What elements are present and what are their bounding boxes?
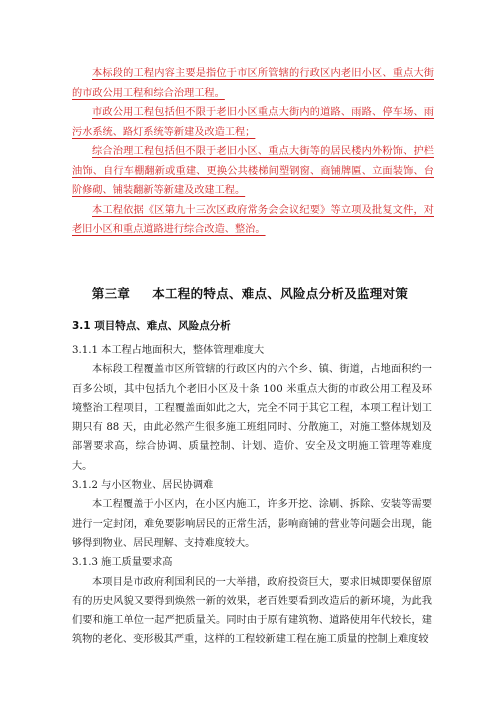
scope-paragraph: 本工程依据《区第九十三次区政府常务会会议纪要》等立项及批复文件，对老旧小区和重点道路进行综合改造、整治。 xyxy=(72,204,434,235)
body-paragraph: 本标段工程覆盖市区所管辖的行政区内的六个乡、镇、街道，占地面积约一百多公顷，其中包括九个老旧小区及十条 100 米重点大街的市政公用工程及环境整治工程项目，工程覆盖面如此之大，完全不同于其它工程，本项工程计划工期只有 88 天，由此必然产生很多施工班组同时、分散施工，对施工整体规划及部署要求高，综合协调、质量控制、计划、造价、安全及文明施工管理等难度大。 xyxy=(72,364,432,472)
chapter-number: 第三章 xyxy=(91,286,131,301)
body-paragraph: 本项目是市政府利国利民的一大举措，政府投资巨大，要求旧城即要保留原有的历史风貌又要得到焕然一新的效果，老百姓要看到改造后的新环境，为此我们要和施工单位一起严把质量关。同时由于原有建筑物、道路使用年代较长，建筑物的老化、变形极其严重，这样的工程较新建工程在施工质量的控制上难度较 xyxy=(72,576,432,646)
subsection-heading: 3.1.2 与小区物业、居民协调难 xyxy=(72,480,214,492)
subsection-heading: 3.1.1 本工程占地面积大，整体管理难度大 xyxy=(72,345,265,356)
section-heading: 3.1 项目特点、难点、风险点分析 xyxy=(72,320,231,332)
chapter-title: 本工程的特点、难点、风险点分析及监理对策 xyxy=(152,286,409,301)
body-text xyxy=(72,341,432,650)
scope-paragraph: 综合治理工程包括但不限于老旧小区、重点大街等的居民楼内外粉饰、护栏油饰、自行车棚翻新或重建、更换公共楼梯间塑钢窗、商铺牌匾、立面装饰、台阶修砌、铺装翻新等新建及改建工程。 xyxy=(72,146,434,196)
body-paragraph: 本工程覆盖于小区内，在小区内施工，许多开挖、涂刷、拆除、安装等需要进行一定封闭，难免要影响居民的正常生活，影响商铺的营业等问题会出现，能够得到物业、居民理解、支持难度较大。 xyxy=(72,499,432,549)
chapter-heading xyxy=(0,284,500,302)
subsection-heading: 3.1.3 施工质量要求高 xyxy=(72,557,173,569)
scope-paragraph: 本标段的工程内容主要是指位于市区所管辖的行政区内老旧小区、重点大街的市政公用工程和综合治理工程。 xyxy=(72,68,434,99)
scope-paragraph: 市政公用工程包括但不限于老旧小区重点大街内的道路、雨路、停车场、雨污水系统、路灯系统等新建及改造工程； xyxy=(72,107,434,138)
project-scope-block xyxy=(72,64,434,240)
